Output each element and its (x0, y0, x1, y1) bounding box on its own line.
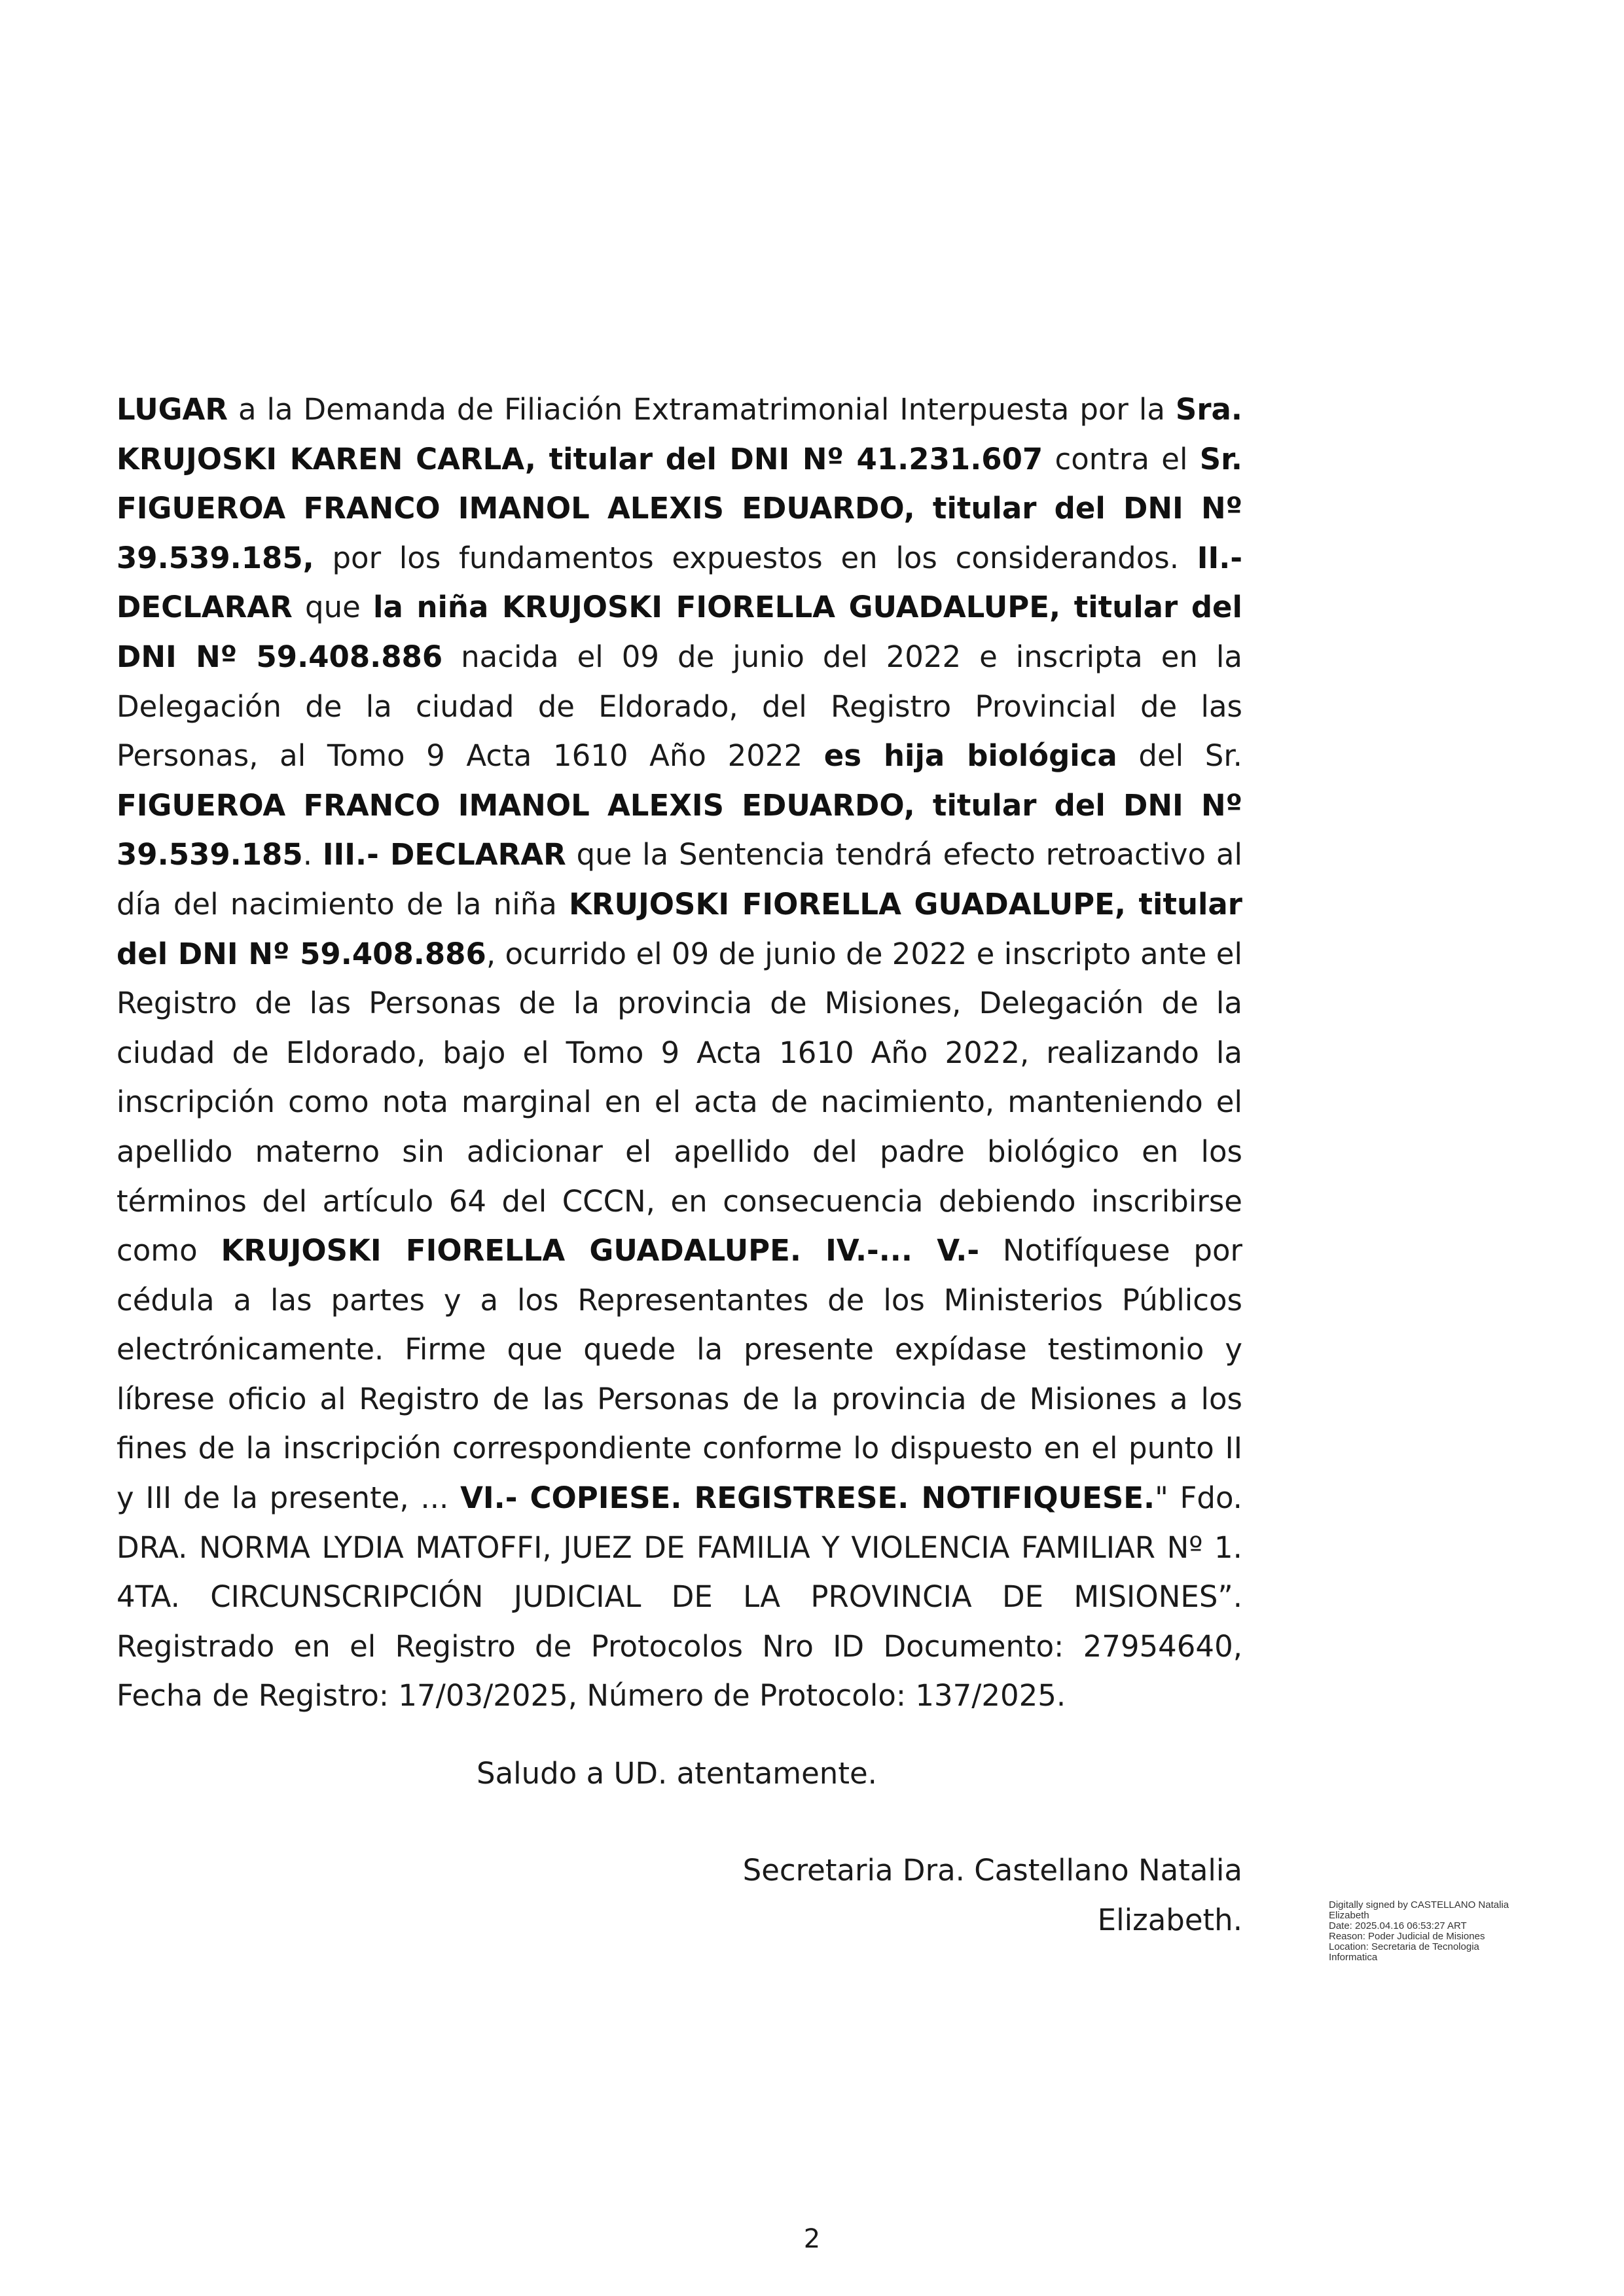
digital-signature-line: Informatica (1329, 1952, 1378, 1963)
text-segment-bold: la niña KRUJOSKI FIORELLA GUADALUPE, titular del DNI Nº 59.408.886 (117, 590, 1242, 674)
text-segment: que la Sentencia tendrá efecto retroactivo al día del nacimiento de la niña (117, 837, 1242, 922)
text-segment: Notifíquese por cédula a las partes y a los Representantes de los Ministerios Públicos electrónicamente. Firme que quede la presente expídase testimonio y líbrese oficio al Registro de las Personas de la provincia de Misiones a los fines de la inscripción correspondiente conforme lo dispuesto en el punto II y III de la presente, ... (117, 1233, 1242, 1516)
text-segment: " Fdo. DRA. NORMA LYDIA MATOFFI, JUEZ DE FAMILIA Y VIOLENCIA FAMILIAR Nº 1. 4TA. CIRCUNSCRIPCIÓN JUDICIAL DE LA PROVINCIA DE MISIONES”. Registrado en el Registro de Protocolos Nro ID Documento: 27954640, Fecha de Registro: 17/03/2025, Número de Protocolo: 137/2025. (117, 1480, 1242, 1713)
text-segment: contra el (1043, 441, 1200, 476)
signer-name-line-1: Secretaria Dra. Castellano Natalia (742, 1853, 1242, 1888)
digital-signature-line: Digitally signed by CASTELLANO Natalia (1329, 1899, 1509, 1910)
closing-salutation: Saludo a UD. atentamente. (477, 1756, 877, 1791)
text-segment-bold: Sra. KRUJOSKI KAREN CARLA, titular del DNI Nº 41.231.607 (117, 392, 1242, 476)
text-segment: que (292, 590, 374, 625)
page-number: 2 (803, 2224, 821, 2254)
text-segment-bold: FIGUEROA FRANCO IMANOL ALEXIS EDUARDO, titular del DNI Nº 39.539.185 (117, 787, 1242, 872)
digital-signature-line: Elizabeth (1329, 1910, 1369, 1921)
text-segment-bold: III.- DECLARAR (322, 837, 566, 872)
text-segment-bold: es hija biológica (823, 738, 1117, 774)
text-segment: . (302, 837, 323, 872)
text-segment-bold: LUGAR (117, 392, 228, 427)
digital-signature-location: Location: Secretaria de Tecnologia (1329, 1941, 1479, 1952)
body-paragraph (117, 385, 1242, 1721)
signer-block (743, 1846, 1242, 1945)
signer-name-line-2: Elizabeth. (1097, 1903, 1242, 1937)
text-segment: nacida el 09 de junio del 2022 e inscripta en la Delegación de la ciudad de Eldorado, del Registro Provincial de las Personas, al Tomo 9 Acta 1610 Año 2022 (117, 639, 1242, 774)
text-segment-bold: Sr. FIGUEROA FRANCO IMANOL ALEXIS EDUARDO, titular del DNI Nº 39.539.185, (117, 441, 1242, 575)
text-segment-bold: II.- DECLARAR (117, 540, 1242, 625)
digital-signature-date: Date: 2025.04.16 06:53:27 ART (1329, 1920, 1467, 1931)
text-segment: a la Demanda de Filiación Extramatrimonial Interpuesta por la (228, 392, 1176, 427)
text-segment-bold: KRUJOSKI FIORELLA GUADALUPE, titular del DNI Nº 59.408.886 (117, 886, 1242, 971)
text-segment-bold: KRUJOSKI FIORELLA GUADALUPE. IV.-... V.- (221, 1233, 980, 1268)
text-segment-bold: VI.- COPIESE. REGISTRESE. NOTIFIQUESE. (460, 1480, 1155, 1516)
digital-signature-stamp (1329, 1900, 1551, 1963)
text-segment: por los fundamentos expuestos en los considerandos. (314, 540, 1197, 575)
text-segment: , ocurrido el 09 de junio de 2022 e inscripto ante el Registro de las Personas de la provincia de Misiones, Delegación de la ciudad de Eldorado, bajo el Tomo 9 Acta 1610 Año 2022, realizando la inscripción como nota marginal en el acta de nacimiento, manteniendo el apellido materno sin adicionar el apellido del padre biológico en los términos del artículo 64 del CCCN, en consecuencia debiendo inscribirse como (117, 936, 1242, 1268)
digital-signature-reason: Reason: Poder Judicial de Misiones (1329, 1931, 1485, 1942)
text-segment: del Sr. (1117, 738, 1242, 774)
